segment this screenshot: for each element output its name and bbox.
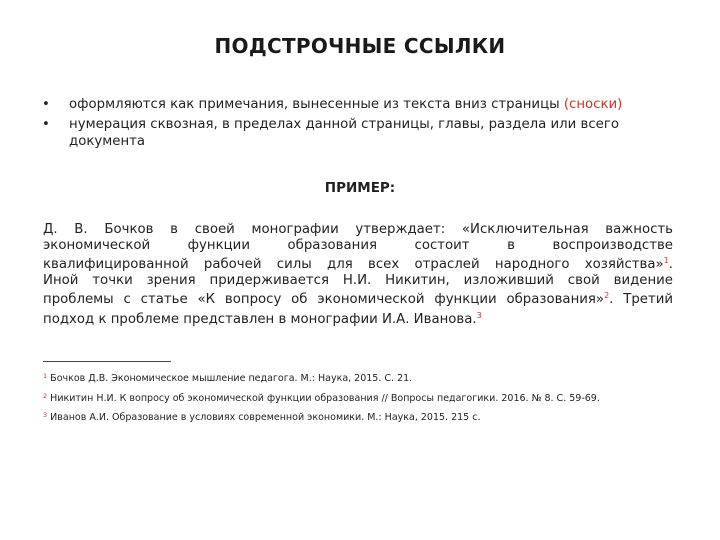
paragraph-line: Д. В. Бочков в своей монографии утверждает: «Исключительная важность [43,222,673,237]
bullet-dot-icon: • [42,97,50,112]
footnote-list [43,368,683,427]
paragraph-line [43,288,673,308]
footnote-ref: 3 [476,310,482,320]
example-heading: ПРИМЕР: [324,180,396,196]
slide-title: ПОДСТРОЧНЫЕ ССЫЛКИ [214,34,506,58]
paragraph-text: проблемы с статье «К вопросу об экономической функции образования» [43,292,605,308]
paragraph-line [43,253,673,273]
bullet-text-line: документа [69,134,146,149]
paragraph-text: . [668,257,673,273]
bullet-text-line: нумерация сквозная, в пределах данной страницы, главы, раздела или всего [69,117,619,132]
paragraph-text: квалифицированной рабочей силы для всех отраслей народного хозяйства» [43,257,664,273]
paragraph-line: Иной точки зрения придерживается Н.И. Никитин, изложивший свой видение [43,272,673,288]
footnote-item [43,388,683,408]
paragraph-text: подход к проблеме представлен в монографии И.А. Иванова. [43,311,477,327]
footnote-text: Иванов А.И. Образование в условиях современной экономики. М.: Наука, 2015. 215 с. [50,412,481,423]
bullet-item [42,96,682,113]
bullet-item [42,116,682,150]
bullet-text: оформляются как примечания, вынесенные из текста вниз страницы [69,97,560,112]
footnote-text: Бочков Д.В. Экономическое мышление педагога. М.: Наука, 2015. С. 21. [50,373,413,384]
footnote-number: 2 [43,391,48,400]
footnote-text: Никитин Н.И. К вопросу об экономической функции образования // Вопросы педагогики. 2016. № 8. С. 59-69. [50,392,600,404]
bullet-dot-icon: • [42,117,50,132]
footnote-item [43,368,683,388]
paragraph-text: . Третий [609,292,674,308]
footnote-item [43,407,683,427]
paragraph-line: экономической функции образования состоит в воспроизводстве [43,237,673,253]
footnote-number: 1 [43,372,48,380]
bullet-highlight: (сноски) [563,97,623,112]
footnote-number: 3 [43,411,48,419]
paragraph-line [43,308,673,328]
example-paragraph [43,222,673,328]
footnote-ref: 1 [663,256,669,266]
bullet-list [42,96,682,153]
footnote-ref: 2 [604,291,610,301]
footnote-divider [43,361,171,362]
